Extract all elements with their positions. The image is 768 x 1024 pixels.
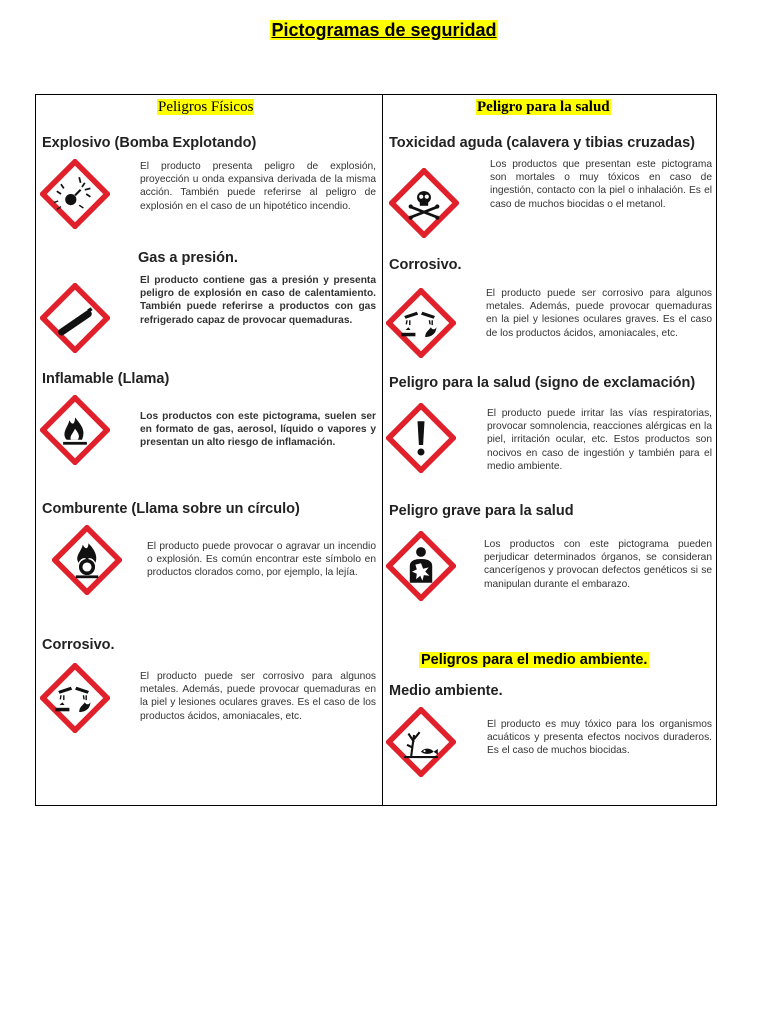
exclamacion-text: El producto puede irritar las vías respiratorias, provocar somnolencia, reacciones alérgicas en la piel, irritación ocular, etc. Estos productos son nocivos en caso de ingestión y también para el medio ambiente. <box>487 408 712 472</box>
flame-over-circle-icon <box>52 525 122 595</box>
page-title: Pictogramas de seguridad <box>271 20 497 40</box>
exclamacion-title: Peligro para la salud (signo de exclamación) <box>389 375 696 391</box>
corrosion-icon <box>40 663 110 733</box>
comburente-title: Comburente (Llama sobre un círculo) <box>42 501 300 517</box>
inflamable-title: Inflamable (Llama) <box>42 371 170 387</box>
gas-cylinder-icon <box>40 283 110 353</box>
toxicidad-text: Los productos que presentan este pictograma son mortales o muy tóxicos en caso de ingestión, contacto con la piel o inhalación. Es el caso de muchos biocidas o el metanol. <box>490 159 712 210</box>
gas-title: Gas a presión. <box>138 250 238 266</box>
corrosivo-left-title: Corrosivo. <box>42 637 115 653</box>
explosivo-title: Explosivo (Bomba Explotando) <box>42 135 257 151</box>
exclamation-mark-icon <box>386 403 456 473</box>
environment-icon <box>386 707 456 777</box>
comburente-text: El producto puede provocar o agravar un incendio o explosión. Es común encontrar este símbolo en productos clorados como, por ejemplo, la lejía. <box>147 541 376 579</box>
exploding-bomb-icon <box>40 159 110 229</box>
left-column-header: Peligros Físicos <box>158 99 254 115</box>
grave-title: Peligro grave para la salud <box>389 503 574 519</box>
environment-header: Peligros para el medio ambiente. <box>421 652 648 668</box>
toxicidad-title: Toxicidad aguda (calavera y tibias cruzadas) <box>389 135 695 151</box>
flame-icon <box>40 395 110 465</box>
gas-text: El producto contiene gas a presión y presenta peligro de explosión en caso de calentamiento. También puede referirse a productos con gas refrigerado capaz de provocar quemaduras. <box>140 275 376 326</box>
inflamable-text: Los productos con este pictograma, suelen ser en formato de gas, aerosol, líquido o vapores y presentan un alto riesgo de inflamación. <box>140 411 376 449</box>
grave-text: Los productos con este pictograma pueden perjudicar determinados órganos, se consideran cancerígenos y provocan defectos genéticos si se manipulan durante el embarazo. <box>484 539 712 590</box>
corrosivo-right-title: Corrosivo. <box>389 257 462 273</box>
column-divider <box>382 95 383 805</box>
health-hazard-icon <box>386 531 456 601</box>
right-column-header: Peligro para la salud <box>477 99 610 115</box>
corrosivo-right-text: El producto puede ser corrosivo para algunos metales. Además, puede provocar quemaduras en la piel y lesiones oculares graves. Es el caso de los productos ácidos, amoniacales, etc. <box>486 288 712 339</box>
ambiente-title: Medio ambiente. <box>389 683 503 699</box>
skull-crossbones-icon <box>389 168 459 238</box>
corrosion-icon <box>386 288 456 358</box>
pictograms-table <box>35 94 717 806</box>
corrosivo-left-text: El producto puede ser corrosivo para algunos metales. Además, puede provocar quemaduras en la piel y lesiones oculares graves. Es el caso de los productos ácidos, amoniacales, etc. <box>140 671 376 722</box>
ambiente-text: El producto es muy tóxico para los organismos acuáticos y presenta efectos nocivos duraderos. Es el caso de muchos biocidas. <box>487 719 712 757</box>
explosivo-text: El producto presenta peligro de explosión, proyección u onda expansiva derivada de la misma acción. También puede referirse al peligro de explosión en el caso de un hipotético incendio. <box>140 161 376 212</box>
